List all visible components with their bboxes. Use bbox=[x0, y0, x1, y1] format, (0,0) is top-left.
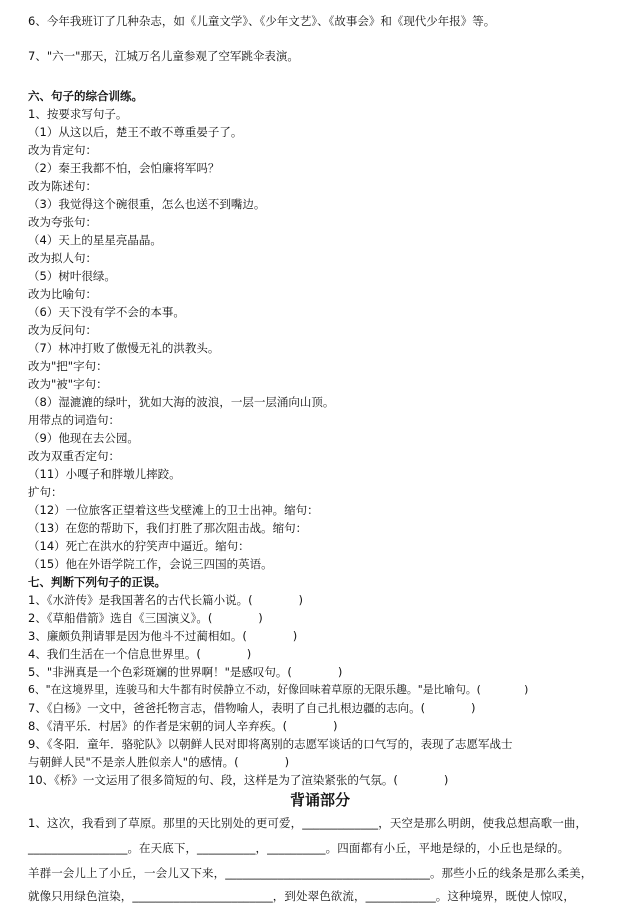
s6-line: 改为"被"字句： bbox=[28, 377, 108, 391]
s7-line: 9、《冬阳．童年．骆驼队》以朝鲜人民对即将离别的志愿军谈话的口气写的，表现了志愿军战士 bbox=[28, 737, 513, 751]
s7-line: 5、"非洲真是一个色彩斑斓的世界啊！"是感叹句。( ) bbox=[28, 665, 343, 679]
recite-line: _________________。在天底下，__________，__________。四面都有小丘，平地是绿的，小丘也是绿的。 bbox=[28, 841, 570, 855]
s6-line: 改为"把"字句： bbox=[28, 359, 108, 373]
s6-line: 扩句： bbox=[28, 485, 63, 499]
s6-line: 1、按要求写句子。 bbox=[28, 107, 128, 121]
s7-line: 8、《清平乐．村居》的作者是宋朝的词人辛弃疾。( ) bbox=[28, 719, 338, 733]
s7-line: 1、《水浒传》是我国著名的古代长篇小说。( ) bbox=[28, 593, 304, 607]
s6-line: （13）在您的帮助下，我们打胜了那次阻击战。缩句： bbox=[28, 521, 308, 535]
s7-line: 7、《白杨》一文中，爸爸托物言志，借物喻人，表明了自己扎根边疆的志向。( ) bbox=[28, 701, 476, 715]
section-6-heading: 六、句子的综合训练。 bbox=[28, 89, 143, 103]
s7-line: 与朝鲜人民"不是亲人胜似亲人"的感情。( ) bbox=[28, 755, 290, 769]
s6-line: 改为拟人句： bbox=[28, 251, 97, 265]
s6-line: 用带点的词造句： bbox=[28, 413, 120, 427]
recite-title: 背诵部分 bbox=[289, 791, 350, 809]
s6-line: （15）他在外语学院工作，会说三四国的英语。 bbox=[28, 557, 273, 571]
s6-line: （3）我觉得这个碗很重，怎么也送不到嘴边。 bbox=[28, 197, 266, 211]
recite-line: 羊群一会儿上了小丘，一会儿又下来，___________________________________。那些小丘的线条是那么柔美， bbox=[28, 866, 593, 880]
item-7: 7、"六一"那天，江城万名儿童参观了空军跳伞表演。 bbox=[28, 49, 299, 63]
s7-line: 6、"在这境界里，连骏马和大牛都有时侯静立不动，好像回味着草原的无限乐趣。"是比喻句。( ) bbox=[28, 683, 529, 696]
s7-line: 3、廉颇负荆请罪是因为他斗不过蔺相如。( ) bbox=[28, 629, 298, 643]
s6-line: 改为夸张句： bbox=[28, 215, 97, 229]
s6-line: 改为双重否定句： bbox=[28, 449, 120, 463]
s6-line: （8）湿漉漉的绿叶，犹如大海的波浪，一层一层涌向山顶。 bbox=[28, 395, 335, 409]
s7-line: 2、《草船借箭》选自《三国演义》。( ) bbox=[28, 611, 263, 625]
recite-line: 就像只用绿色渲染，________________________，到处翠色欲流，____________。这种境界，既使人惊叹， bbox=[28, 889, 575, 903]
s6-line: （2）秦王我都不怕，会怕廉将军吗？ bbox=[28, 161, 220, 175]
section-7-heading: 七、判断下列句子的正误。 bbox=[28, 575, 166, 589]
recite-line: 1、这次，我看到了草原。那里的天比别处的更可爱，_____________，天空是那么明朗，使我总想高歌一曲， bbox=[28, 816, 588, 830]
s7-line: 10、《桥》一文运用了很多简短的句、段，这样是为了渲染紧张的气氛。( ) bbox=[28, 773, 449, 787]
s6-line: （12）一位旅客正望着这些戈壁滩上的卫士出神。缩句： bbox=[28, 503, 319, 517]
s6-line: （7）林冲打败了傲慢无礼的洪教头。 bbox=[28, 341, 220, 355]
item-6: 6、今年我班订了几种杂志，如《儿童文学》、《少年文艺》、《故事会》和《现代少年报》等。 bbox=[28, 14, 496, 28]
s6-line: （6）天下没有学不会的本事。 bbox=[28, 305, 185, 319]
s6-line: 改为陈述句： bbox=[28, 179, 97, 193]
s6-line: （5）树叶很绿。 bbox=[28, 269, 116, 283]
s6-line: （9）他现在去公园。 bbox=[28, 431, 139, 445]
s6-line: 改为反问句： bbox=[28, 323, 97, 337]
s6-line: （11）小嘎子和胖墩儿摔跤。 bbox=[28, 467, 181, 481]
s6-line: （14）死亡在洪水的狞笑声中逼近。缩句： bbox=[28, 539, 250, 553]
s6-line: 改为肯定句： bbox=[28, 143, 97, 157]
s6-line: （4）天上的星星亮晶晶。 bbox=[28, 233, 162, 247]
s6-line: 改为比喻句： bbox=[28, 287, 97, 301]
s7-line: 4、我们生活在一个信息世界里。( ) bbox=[28, 647, 252, 661]
s6-line: （1）从这以后，楚王不敢不尊重晏子了。 bbox=[28, 125, 243, 139]
